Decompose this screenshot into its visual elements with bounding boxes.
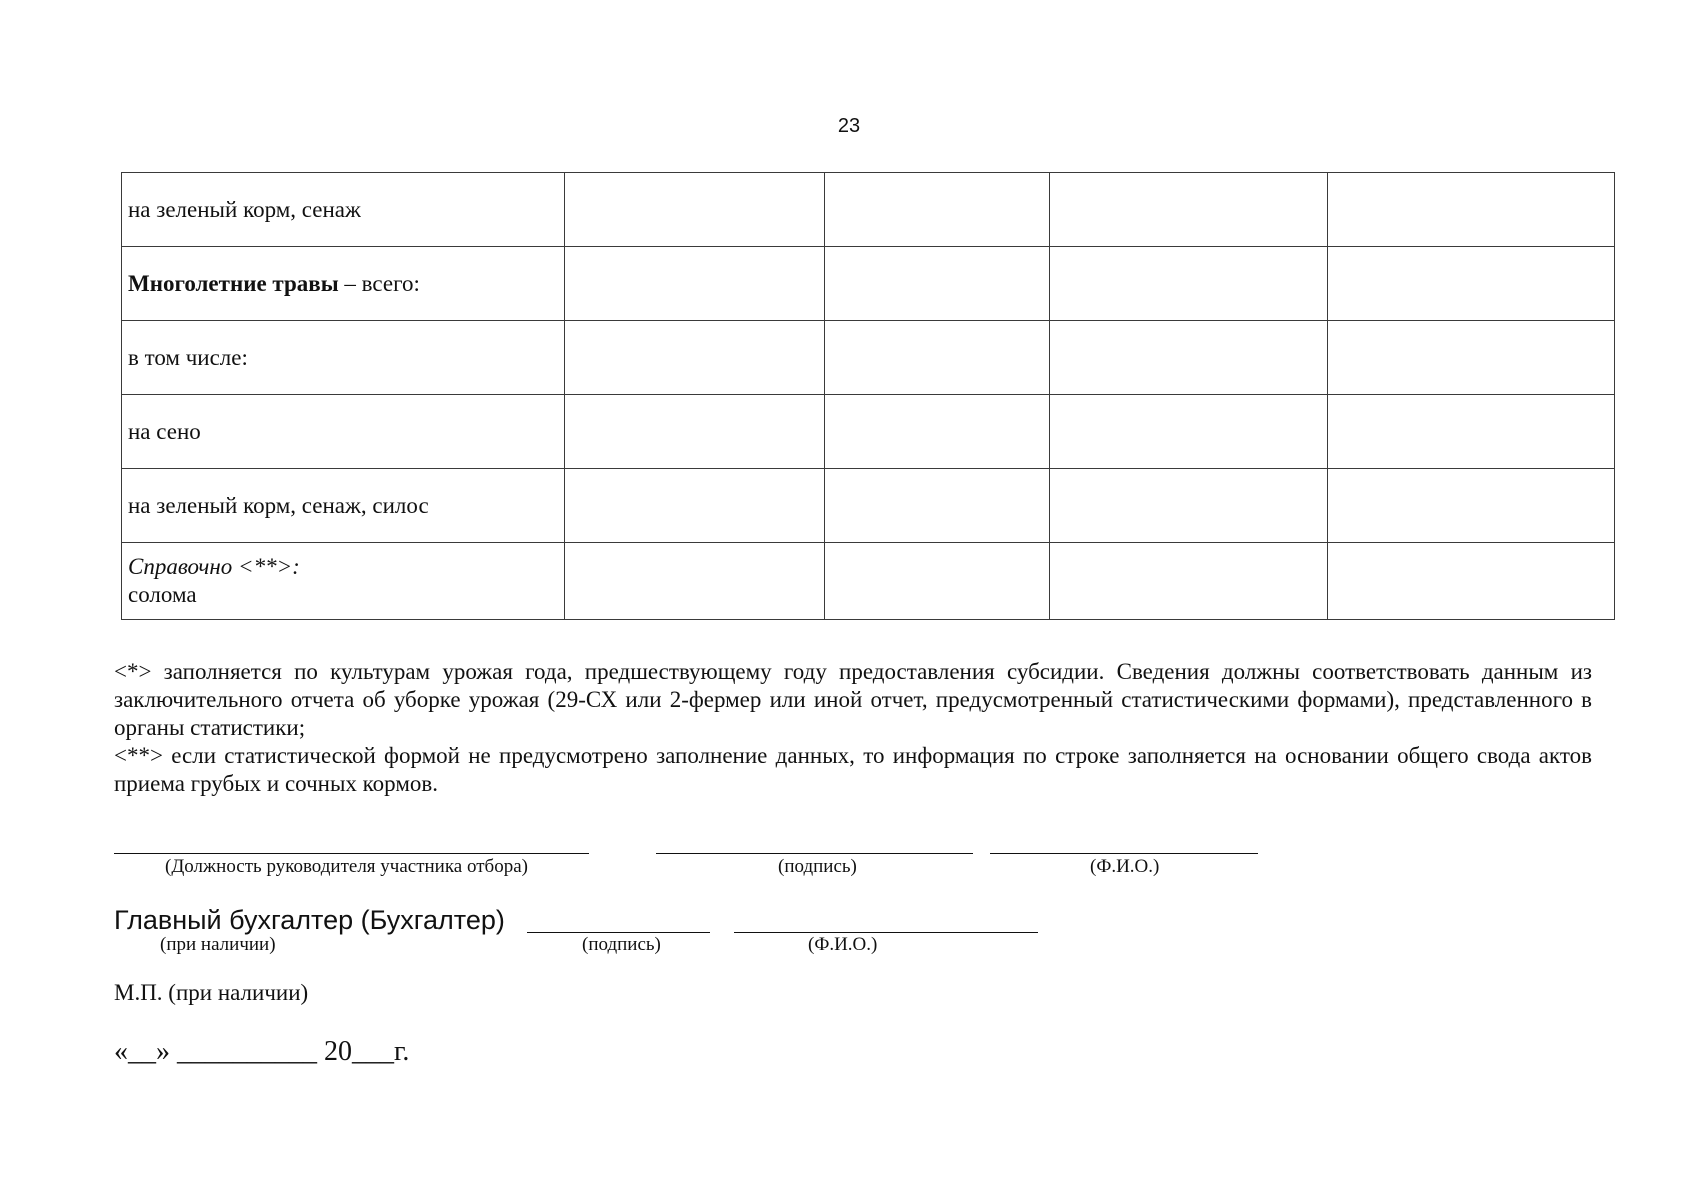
chief-name-line[interactable] xyxy=(734,932,1038,933)
date-line[interactable]: «__» __________ 20___г. xyxy=(114,1036,410,1067)
row-label-cell xyxy=(122,247,565,321)
chief-accountant-title: Главный бухгалтер (Бухгалтер) xyxy=(114,905,505,935)
table-value-cell[interactable] xyxy=(1050,173,1328,247)
chief-accountant-note: (при наличии) xyxy=(160,934,276,955)
table-value-cell[interactable] xyxy=(825,469,1050,543)
row-label-cell xyxy=(122,543,565,620)
table-value-cell[interactable] xyxy=(1328,395,1615,469)
table-value-cell[interactable] xyxy=(1050,247,1328,321)
head-name-line[interactable] xyxy=(990,853,1258,854)
table-row xyxy=(122,321,1615,395)
table-row xyxy=(122,543,1615,620)
head-position-caption: (Должность руководителя участника отбора) xyxy=(165,856,528,877)
row-label-cell xyxy=(122,173,565,247)
table-value-cell[interactable] xyxy=(825,395,1050,469)
crop-data-table xyxy=(121,172,1615,620)
table-row xyxy=(122,469,1615,543)
table-row xyxy=(122,247,1615,321)
table-row xyxy=(122,173,1615,247)
head-signature-line[interactable] xyxy=(656,853,973,854)
table-value-cell[interactable] xyxy=(565,543,825,620)
row-label-text: в том числе: xyxy=(128,344,248,370)
row-label-text: на зеленый корм, сенаж, силос xyxy=(128,492,429,518)
footnote-1: <*> заполняется по культурам урожая года, предшествующему году предоставления субсидии. Сведения должны соответствовать данным из заключительного отчета об уборке урожая (29-СХ или 2-фермер или иной отчет, предусмотренный статистическими формами), представленного в органы статистики; xyxy=(114,659,1592,740)
table-value-cell[interactable] xyxy=(825,321,1050,395)
table-value-cell[interactable] xyxy=(565,395,825,469)
table-value-cell[interactable] xyxy=(825,543,1050,620)
head-name-caption: (Ф.И.О.) xyxy=(1090,856,1160,877)
table-value-cell[interactable] xyxy=(1050,395,1328,469)
row-label-text: на зеленый корм, сенаж xyxy=(128,196,361,222)
chief-signature-caption: (подпись) xyxy=(582,934,661,955)
row-label-text: Многолетние травы xyxy=(128,270,339,296)
table-value-cell[interactable] xyxy=(565,247,825,321)
table-value-cell[interactable] xyxy=(1328,247,1615,321)
table-value-cell[interactable] xyxy=(825,247,1050,321)
table-value-cell[interactable] xyxy=(1050,469,1328,543)
row-label-text: Справочно <**>: xyxy=(128,554,300,579)
table-value-cell[interactable] xyxy=(565,321,825,395)
table-value-cell[interactable] xyxy=(1328,469,1615,543)
row-label-cell xyxy=(122,321,565,395)
row-label-text: – всего: xyxy=(338,270,420,296)
row-label-cell xyxy=(122,395,565,469)
table-row xyxy=(122,395,1615,469)
head-signature-caption: (подпись) xyxy=(778,856,857,877)
table-value-cell[interactable] xyxy=(1050,321,1328,395)
chief-name-caption: (Ф.И.О.) xyxy=(808,934,878,955)
table-value-cell[interactable] xyxy=(1328,173,1615,247)
table-value-cell[interactable] xyxy=(1328,321,1615,395)
row-label-cell xyxy=(122,469,565,543)
chief-signature-line[interactable] xyxy=(527,932,710,933)
footnotes xyxy=(114,658,1592,798)
table-value-cell[interactable] xyxy=(825,173,1050,247)
table-value-cell[interactable] xyxy=(565,469,825,543)
footnote-2: <**> если статистической формой не предусмотрено заполнение данных, то информация по строке заполняется на основании общего свода актов приема грубых и сочных кормов. xyxy=(114,743,1592,796)
table-value-cell[interactable] xyxy=(1328,543,1615,620)
page-number: 23 xyxy=(837,115,861,137)
row-label-text: солома xyxy=(128,582,197,607)
head-position-line[interactable] xyxy=(114,853,589,854)
stamp-place: М.П. (при наличии) xyxy=(114,980,309,1005)
table-value-cell[interactable] xyxy=(565,173,825,247)
table-value-cell[interactable] xyxy=(1050,543,1328,620)
row-label-text: на сено xyxy=(128,418,201,444)
